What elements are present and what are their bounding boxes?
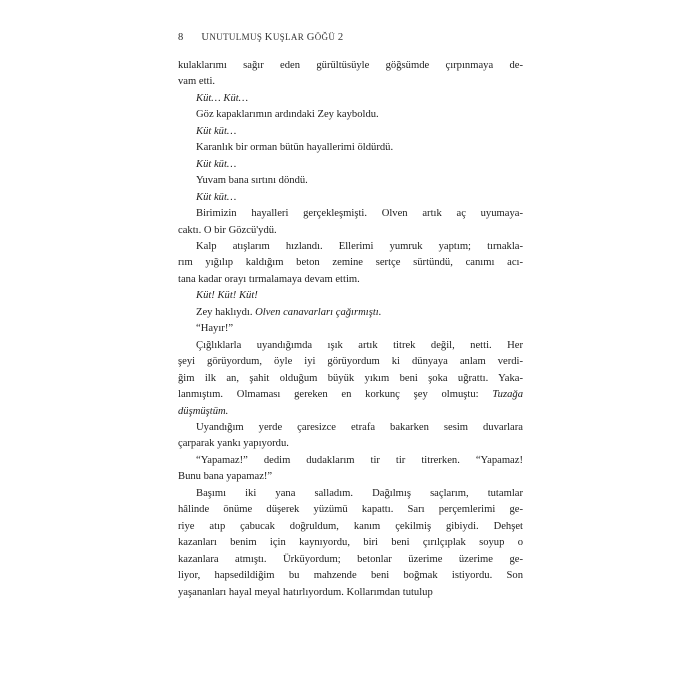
text-line: lanmıştım. Olmaması gereken en korkunç şey olmuştu: Tuzağa xyxy=(178,389,523,401)
paragraph xyxy=(178,239,523,288)
paragraph xyxy=(178,486,523,601)
paragraph-mixed xyxy=(178,338,523,420)
paragraph-continued xyxy=(178,58,523,91)
paragraph-onomatopoeia xyxy=(178,190,523,206)
running-head xyxy=(178,33,523,47)
text-block xyxy=(178,58,523,601)
text-line xyxy=(178,404,523,420)
text-line: çarparak yankı yapıyordu. xyxy=(178,438,289,450)
text-line: vam etti. xyxy=(178,76,216,88)
italic-text: Olven canavarları çağırmıştı. xyxy=(255,306,382,318)
italic-text: düşmüştüm. xyxy=(178,405,229,417)
text-line: ğim ilk an, şahit olduğum büyük yıkım beni şoka uğrattı. Yaka- xyxy=(178,372,523,384)
text-line: tana kadar orayı tırmalamaya devam ettim. xyxy=(178,273,360,285)
text-line: Kalp atışlarım hızlandı. Ellerimi yumruk yaptım; tırnakla- xyxy=(196,240,523,252)
text-line: Birimizin hayalleri gerçekleşmişti. Olven artık aç uyumaya- xyxy=(196,208,523,220)
paragraph-dialogue: “Hayır!” xyxy=(196,323,234,335)
text-line: kulaklarımı sağır eden gürültüsüyle göğsümde çırpınmaya de- xyxy=(178,60,523,71)
text-line: kazanlara atmıştı. Ürküyordum; betonlar üzerime üzerime ge- xyxy=(178,553,523,565)
text-line: kazanları benim için kaynıyordu, biri beni çırılçıplak soyup o xyxy=(178,537,523,549)
text-line: caktı. O bir Gözcü'ydü. xyxy=(178,224,277,236)
paragraph-mixed xyxy=(178,305,523,321)
paragraph xyxy=(178,206,523,239)
text-line: riye atıp çabucak doğruldum, kanım çekilmiş gibiydi. Dehşet xyxy=(178,520,523,532)
text-line: rım yığılıp kaldığım beton zemine sertçe sürtündü, canımı acı- xyxy=(178,257,523,269)
roman-text: Zey haklıydı. xyxy=(196,306,256,318)
page-number: 8 xyxy=(178,32,184,43)
text-line: hâlinde önüme düşerek yüzümü kapattı. Sarı perçemlerimi ge- xyxy=(178,504,523,516)
italic-text: Küt küt… xyxy=(196,125,237,137)
italic-text: Küt küt… xyxy=(196,158,237,170)
text-line: liyor, hapsedildiğim bu mahzende beni boğmak istiyordu. Son xyxy=(178,570,523,582)
paragraph: Yuvam bana sırtını döndü. xyxy=(196,175,308,187)
italic-text: Küt… Küt… xyxy=(196,92,249,104)
paragraph-onomatopoeia xyxy=(178,157,523,173)
text-line: yaşananları hayal meyal hatırlıyordum. Kollarımdan tutulup xyxy=(178,586,433,598)
italic-text: Tuzağa xyxy=(492,389,523,401)
paragraph-dialogue xyxy=(178,453,523,486)
paragraph-onomatopoeia xyxy=(178,124,523,140)
text-line: Çığlıklarla uyandığımda ışık artık titrek değil, netti. Her xyxy=(196,339,523,351)
paragraph: Göz kapaklarımın ardındaki Zey kayboldu. xyxy=(196,109,379,121)
text-line: “Yapamaz!” dedim dudaklarım tir tir titrerken. “Yapamaz! xyxy=(196,454,523,466)
text-line: şeyi görüyordum, öyle iyi görüyordum ki dünyaya anlam verdi- xyxy=(178,356,523,368)
italic-text: Küt! Küt! Küt! xyxy=(196,290,258,302)
paragraph-onomatopoeia xyxy=(178,288,523,304)
text-line: Başımı iki yana salladım. Dağılmış saçlarım, tutamlar xyxy=(196,487,523,499)
paragraph: Karanlık bir orman bütün hayallerimi öldürdü. xyxy=(196,142,394,154)
italic-text: Küt küt… xyxy=(196,191,237,203)
text-line: Uyandığım yerde çaresizce etrafa bakarken sesim duvarlara xyxy=(196,421,523,433)
running-title: UNUTULMUŞ KUŞLAR GÖĞÜ 2 xyxy=(201,32,344,43)
paragraph-onomatopoeia xyxy=(178,91,523,107)
paragraph xyxy=(178,420,523,453)
text-line: Bunu bana yapamaz!” xyxy=(178,471,273,483)
